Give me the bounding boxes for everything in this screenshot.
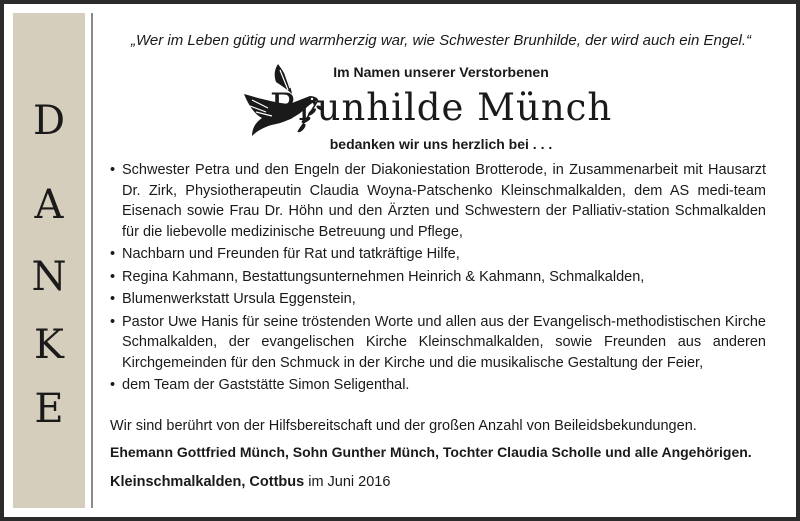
divider-line — [91, 13, 93, 508]
thanks-list — [110, 160, 766, 398]
sidebar-letter: N — [31, 254, 67, 300]
bullet: • — [110, 313, 116, 330]
family-signature: Ehemann Gottfried Münch, Sohn Gunther Münch, Tochter Claudia Scholle und alle Angehörigen. — [110, 444, 752, 460]
sidebar-letter: D — [32, 98, 66, 144]
thanks-line: bedanken wir uns herzlich bei . . . — [329, 136, 553, 152]
sidebar-letter: A — [34, 182, 64, 228]
list-item: • Nachbarn und Freunden für Rat und tatkräftige Hilfe, — [110, 244, 766, 265]
list-item: • Blumenwerkstatt Ursula Eggenstein, — [110, 289, 766, 310]
list-item: • Regina Kahmann, Bestattungsunternehmen Heinrich & Kahmann, Schmalkalden, — [110, 267, 766, 288]
sidebar-letter: K — [34, 322, 64, 368]
deceased-name: Brunhilde Münch — [269, 86, 613, 129]
danke-sidebar — [13, 13, 85, 508]
closing-line: Wir sind berührt von der Hilfsbereitschaft und der großen Anzahl von Beileidsbekundungen. — [110, 418, 697, 434]
intro-line: Im Namen unserer Verstorbenen — [333, 64, 549, 80]
bullet: • — [110, 291, 116, 307]
sidebar-letter: E — [34, 386, 64, 432]
date: im Juni 2016 — [304, 474, 391, 490]
list-item: • Pastor Uwe Hanis für seine tröstenden Worte und allen aus der Evangelisch-methodistischen Kirche Schmalkalden, der evangelischen Kirche Kleinschmalkalden, sowie Freunden aus anderen Kirchgemeinden für den Schmuck in der Kirche und die musikalische Gestaltung der Feier, — [110, 313, 766, 371]
quote: „Wer im Leben gütig und warmherzig war, wie Schwester Brunhilde, der wird auch ein Engel.“ — [130, 32, 752, 49]
bullet: • — [110, 268, 116, 285]
bullet: • — [110, 377, 116, 393]
list-item: • dem Team der Gaststätte Simon Seligenthal. — [110, 375, 766, 396]
list-item: • Schwester Petra und den Engeln der Diakoniestation Brotterode, in Zusammenarbeit mit Hausarzt Dr. Zirk, Physiotherapeutin Claudia Woyna-Patschenko Kleinschmalkalden, dem AS medi-team Eisenach sowie Frau Dr. Höhn und den Ärzten und Schwestern der Palliativ-station Schmalkalden für die liebevolle medizinische Betreuung und Pflege, — [110, 162, 766, 240]
bullet: • — [110, 162, 116, 178]
place-date — [110, 474, 766, 490]
place: Kleinschmalkalden, Cottbus — [110, 474, 305, 490]
bullet: • — [110, 246, 116, 262]
